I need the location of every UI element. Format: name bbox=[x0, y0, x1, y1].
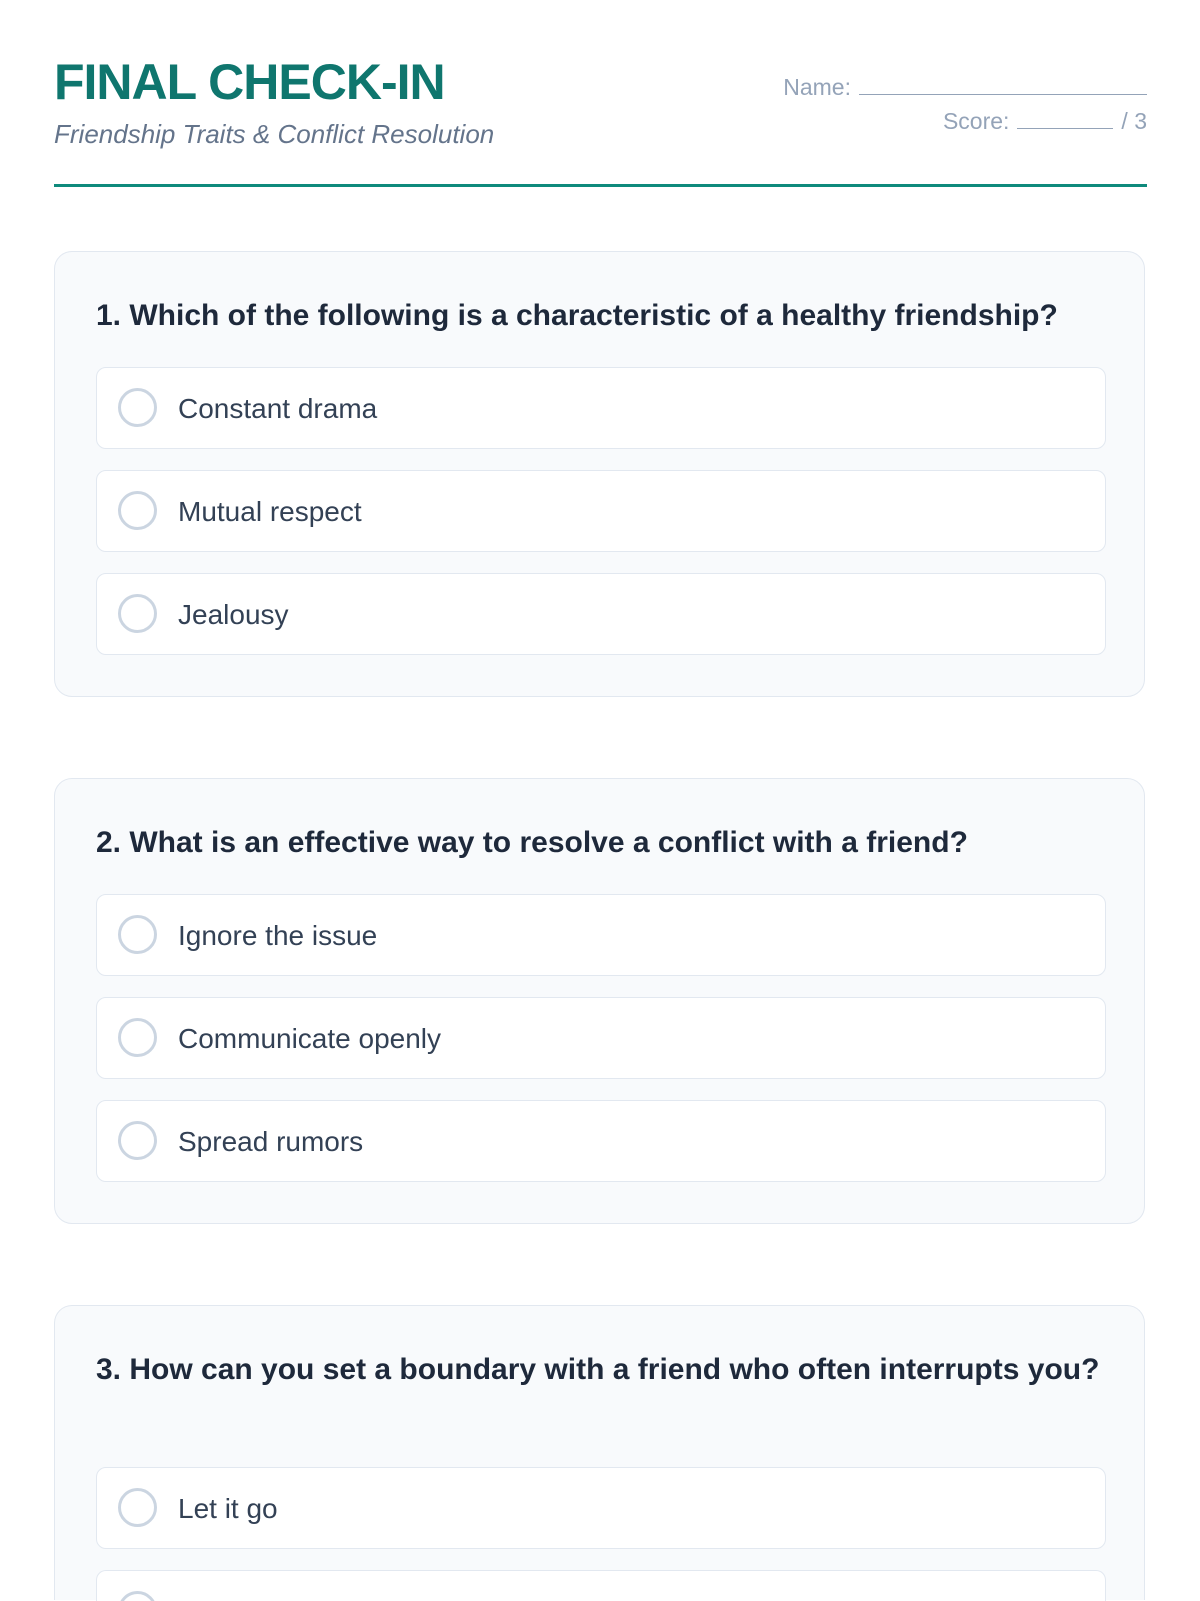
answer-label: Mutual respect bbox=[178, 496, 362, 527]
question-text: 2. What is an effective way to resolve a conflict with a friend? bbox=[96, 826, 968, 859]
question-card-2 bbox=[54, 778, 1145, 1224]
radio-button[interactable] bbox=[118, 915, 157, 954]
quiz-page bbox=[54, 0, 1147, 1524]
radio-button[interactable] bbox=[118, 594, 157, 633]
name-label: Name: bbox=[783, 74, 851, 100]
answer-option[interactable] bbox=[96, 997, 1106, 1079]
radio-button[interactable] bbox=[118, 1121, 157, 1160]
answer-option[interactable] bbox=[96, 894, 1106, 976]
name-field bbox=[783, 72, 1147, 101]
answer-option[interactable] bbox=[96, 470, 1106, 552]
score-blank[interactable] bbox=[1017, 106, 1113, 129]
question-card-3 bbox=[54, 1305, 1145, 1600]
page-subtitle: Friendship Traits & Conflict Resolution bbox=[54, 119, 495, 149]
score-label: Score: bbox=[942, 108, 1010, 134]
answer-label: Communicate openly bbox=[178, 1023, 442, 1054]
radio-button[interactable] bbox=[118, 1018, 157, 1057]
answer-label: Let it go bbox=[178, 1493, 278, 1524]
answer-label: Ignore the issue bbox=[178, 920, 378, 951]
page-header bbox=[54, 0, 1147, 187]
question-card-1 bbox=[54, 251, 1145, 697]
name-blank[interactable] bbox=[859, 72, 1147, 95]
answer-label: Jealousy bbox=[178, 599, 289, 630]
answer-label: Spread rumors bbox=[178, 1126, 364, 1157]
answer-label: Constant drama bbox=[178, 393, 378, 424]
radio-button[interactable] bbox=[118, 491, 157, 530]
page-title: FINAL CHECK-IN bbox=[54, 54, 445, 110]
answer-option[interactable] bbox=[96, 1467, 1106, 1549]
question-text: 1. Which of the following is a characteristic of a healthy friendship? bbox=[96, 299, 1058, 332]
question-text: 3. How can you set a boundary with a friend who often interrupts you? bbox=[96, 1353, 1100, 1386]
radio-button[interactable] bbox=[118, 1488, 157, 1527]
answer-option[interactable] bbox=[96, 573, 1106, 655]
radio-button[interactable] bbox=[118, 388, 157, 427]
answer-option[interactable] bbox=[96, 367, 1106, 449]
score-total: / 3 bbox=[1121, 108, 1147, 134]
answer-option[interactable] bbox=[96, 1570, 1106, 1601]
score-field bbox=[943, 106, 1147, 135]
answer-option[interactable] bbox=[96, 1100, 1106, 1182]
